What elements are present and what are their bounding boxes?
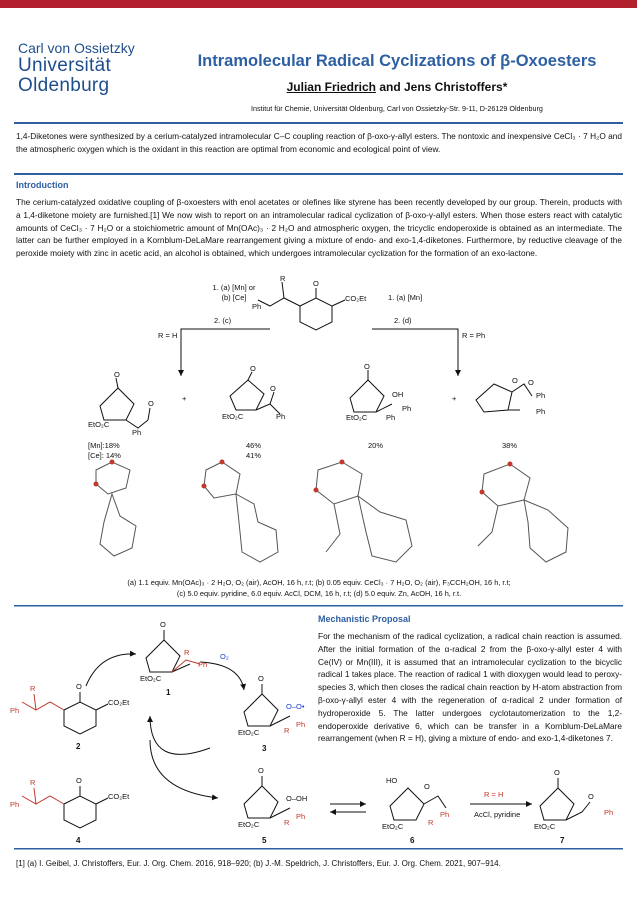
conditions-line-2: (c) 5.0 equiv. pyridine, 6.0 equiv. AcCl, DCM, 16 h, r.t; (d) 5.0 equiv. Zn, AcOH, 16 h, r.t. bbox=[176, 589, 462, 598]
m3-ph: Ph bbox=[296, 720, 306, 729]
m4-o: O bbox=[76, 776, 82, 785]
mech-compound-2 bbox=[64, 692, 108, 734]
m5-ooh: O–OH bbox=[286, 794, 308, 803]
poster-title: Intramolecular Radical Cyclizations of β-Oxoesters bbox=[197, 52, 597, 70]
m-arrow-top-label: R = H bbox=[484, 790, 504, 799]
m7-ester: EtO₂C bbox=[534, 822, 556, 831]
m5-ester: EtO₂C bbox=[238, 820, 260, 829]
m1-number: 1 bbox=[166, 688, 171, 697]
m5-o: O bbox=[258, 766, 264, 775]
m3-ester: EtO₂C bbox=[238, 728, 260, 737]
m4-ester: CO₂Et bbox=[108, 792, 130, 801]
crystal-structure-2 bbox=[204, 462, 278, 562]
author-and: and bbox=[375, 80, 404, 94]
p1-ph: Ph bbox=[132, 428, 142, 437]
p3-ester: EtO₂C bbox=[346, 413, 368, 422]
p1-o2: O bbox=[148, 399, 154, 408]
author-2: Jens Christoffers* bbox=[404, 80, 508, 94]
m-arrow-bottom-label: AcCl, pyridine bbox=[474, 810, 521, 819]
logo-line-2: Universität bbox=[18, 55, 112, 76]
m7-number: 7 bbox=[560, 836, 565, 845]
p1-ester: EtO₂C bbox=[88, 420, 110, 429]
left-condition: R = H bbox=[158, 331, 178, 340]
mech-compound-3 bbox=[244, 684, 290, 726]
reaction-conditions bbox=[20, 577, 618, 599]
right-reagent-step2: 2. (d) bbox=[394, 316, 412, 325]
product-3-structure bbox=[350, 370, 392, 412]
crystal-oxygen-atoms bbox=[94, 460, 513, 495]
m6-ph: Ph bbox=[440, 810, 450, 819]
p3-ph1: Ph bbox=[386, 413, 396, 422]
m-o2: O₂ bbox=[220, 652, 229, 661]
logo-line-3: Oldenburg bbox=[18, 75, 110, 96]
m5-ph: Ph bbox=[296, 812, 306, 821]
m3-oo: O–O• bbox=[286, 702, 305, 711]
mech-compound-7 bbox=[540, 778, 590, 820]
m2-number: 2 bbox=[76, 742, 81, 751]
p3-oh: OH bbox=[392, 390, 404, 399]
m3-r: R bbox=[284, 726, 290, 735]
mech-arrow-cycle-back bbox=[150, 716, 210, 754]
p1-o: O bbox=[114, 370, 120, 379]
intro-heading: Introduction bbox=[16, 180, 69, 190]
m1-ph: Ph bbox=[198, 660, 208, 669]
m6-r: R bbox=[428, 818, 434, 827]
starting-material-ring bbox=[300, 298, 332, 330]
intro-text: The cerium-catalyzed oxidative coupling of β-oxoesters with enol acetates or olefines like styrene has been recently developed by our group. Therein, products with a 1,4-diketone moiety are furnished.[1] We now wish to report on an intramolecular radical cyclization of β-oxo-γ-allyl esters. When those esters react with catalytic amounts of CeCl₃ · 7 H₂O or a stoichiometric amount of Mn(OAc)₃ · 2 H₂O and atmospheric oxygen, the tricyclic endoperoxide is obtained as an intermediate. The latter can be further employed in a Kornblum-DeLaMare rearrangement giving a mixture of endo- and exo-1,4-diketones. Furthermore, by reductive cleavage of the peroxide moiety with zinc in acetic acid, an alcohol is obtained, which undergoes intramolecular cyclization for the formation of an exo-lactone. bbox=[16, 197, 622, 259]
left-reagent-step2: 2. (c) bbox=[214, 316, 232, 325]
m6-number: 6 bbox=[410, 836, 415, 845]
abstract: 1,4-Diketones were synthesized by a cerium-catalyzed intramolecular C–C coupling reaction of β-oxo-γ-allyl esters. The nontoxic and inexpensive CeCl₃ · 7 H₂O and the atmospheric oxygen which is the oxidant in this reaction are optimal from economic and ecological point of view. bbox=[16, 131, 622, 154]
left-reaction-arrow bbox=[181, 329, 270, 376]
p2-ester: EtO₂C bbox=[222, 412, 244, 421]
mech-compound-6 bbox=[390, 788, 446, 820]
right-reaction-arrow bbox=[372, 329, 458, 376]
mech-arrow-2-to-1 bbox=[86, 654, 136, 686]
m7-o: O bbox=[554, 768, 560, 777]
sm-r-label: R bbox=[280, 274, 286, 283]
m2-r: R bbox=[30, 684, 36, 693]
sm-o-label: O bbox=[313, 279, 319, 288]
crystal-structure-1 bbox=[96, 462, 136, 556]
m6-ester: EtO₂C bbox=[382, 822, 404, 831]
m2-ph: Ph bbox=[10, 706, 20, 715]
p4-ph1: Ph bbox=[536, 391, 546, 400]
sm-ph-label: Ph bbox=[252, 302, 262, 311]
right-condition: R = Ph bbox=[462, 331, 486, 340]
p2-ph: Ph bbox=[276, 412, 286, 421]
p4-yield: 38% bbox=[502, 441, 518, 450]
product-4-structure bbox=[476, 384, 532, 412]
mech-heading: Mechanistic Proposal bbox=[318, 614, 411, 624]
m3-number: 3 bbox=[262, 744, 267, 753]
references: [1] (a) I. Geibel, J. Christoffers, Eur. J. Org. Chem. 2016, 918–920; (b) J.-M. Speldrich, J. Christoffers, Eur. J. Org. Chem. 2021, 907–914. bbox=[16, 859, 501, 868]
conditions-line-1: (a) 1.1 equiv. Mn(OAc)₃ · 2 H₂O, O₂ (air), AcOH, 16 h, r.t; (b) 0.05 equiv. CeCl₃ · 7 H₂O, O₂ (air), F₃CCH₂OH, 16 h, r.t; bbox=[127, 578, 511, 587]
affiliation: Institut für Chemie, Universität Oldenburg, Carl von Ossietzky-Str. 9-11, D-26129 Oldenburg bbox=[251, 104, 543, 113]
p2-o: O bbox=[250, 364, 256, 373]
m4-ph: Ph bbox=[10, 800, 20, 809]
mech-compound-4 bbox=[64, 786, 108, 828]
plus-1: + bbox=[182, 394, 187, 403]
p1-yield: [Mn]:18% [Ce]: 14% bbox=[88, 441, 121, 460]
m4-number: 4 bbox=[76, 836, 81, 845]
left-reagents: 1. (a) [Mn] or (b) [Ce] bbox=[212, 283, 256, 302]
product-2-structure bbox=[230, 372, 280, 414]
m6-ho: HO bbox=[386, 776, 398, 785]
m1-ester: EtO₂C bbox=[140, 674, 162, 683]
m1-o: O bbox=[160, 620, 166, 629]
m6-o: O bbox=[424, 782, 430, 791]
p4-o2: O bbox=[528, 378, 534, 387]
m1-r: R bbox=[184, 648, 190, 657]
author-1: Julian Friedrich bbox=[286, 80, 376, 94]
p2-yield: 46% 41% bbox=[246, 441, 262, 460]
m2-o: O bbox=[76, 682, 82, 691]
m3-o: O bbox=[258, 674, 264, 683]
p4-o: O bbox=[512, 376, 518, 385]
m4-r: R bbox=[30, 778, 36, 787]
crystal-structure-4 bbox=[478, 464, 568, 562]
p3-o: O bbox=[364, 362, 370, 371]
m5-number: 5 bbox=[262, 836, 267, 845]
p2-o2: O bbox=[270, 384, 276, 393]
mech-compound-5 bbox=[244, 776, 290, 818]
m2-ester: CO₂Et bbox=[108, 698, 130, 707]
p3-ph2: Ph bbox=[402, 404, 412, 413]
p3-yield: 20% bbox=[368, 441, 384, 450]
mech-text: For the mechanism of the radical cyclization, a radical chain reaction is assumed. After the initial formation of the α-radical 2 from the β-oxo-γ-allyl ester 4 with Ce(IV) or Mn(III), it is assumed that an intramolecular cyclization to the bicyclic radical 1 takes place. The reaction of radical 1 with dioxygen would lead to peroxy-species 3, which then closes the radical chain reaction by H-atom abstraction from β-oxo-γ-allyl ester 4 with the regeneration of α-radical 2 under formation of hydroperoxide 5. The latter undergoes cyclotautomerization to the 1,2-endoperoxide derivative 6, which can be transfer in a Kornblum-DeLaMare rearrangement (when R = H), giving a mixture of endo- and exo-1,4-diketones 7. bbox=[318, 631, 622, 744]
crystal-structure-3 bbox=[316, 462, 412, 562]
p4-ph2: Ph bbox=[536, 407, 546, 416]
logo-line-1: Carl von Ossietzky bbox=[18, 40, 135, 56]
right-reagent-step1: 1. (a) [Mn] bbox=[388, 293, 423, 302]
m7-o2: O bbox=[588, 792, 594, 801]
plus-2: + bbox=[452, 394, 457, 403]
m7-ph: Ph bbox=[604, 808, 614, 817]
sm-ester-label: CO₂Et bbox=[345, 294, 367, 303]
m5-r: R bbox=[284, 818, 290, 827]
